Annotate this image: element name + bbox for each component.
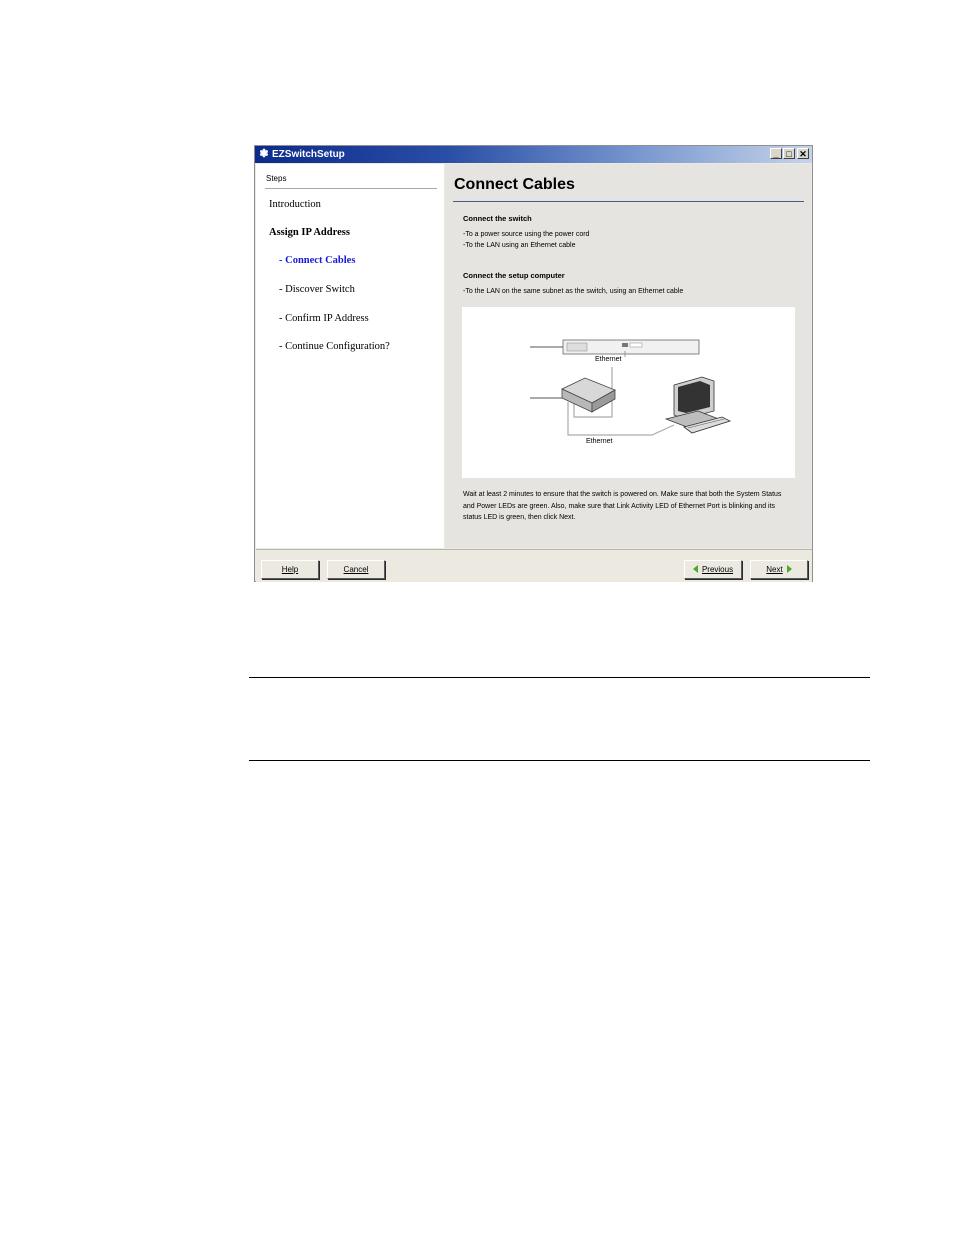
cancel-button[interactable] — [327, 560, 385, 579]
steps-divider — [265, 188, 437, 189]
step-connect-cables[interactable]: - Connect Cables — [279, 255, 356, 266]
cabling-diagram-graphic — [462, 307, 795, 478]
connect-switch-line: -To a power source using the power cord — [463, 231, 590, 238]
steps-heading: Steps — [266, 174, 287, 183]
connect-computer-heading: Connect the setup computer — [463, 271, 565, 280]
connect-computer-line: -To the LAN on the same subnet as the switch, using an Ethernet cable — [463, 288, 684, 295]
minimize-button[interactable]: _ — [770, 148, 782, 159]
steps-sidebar — [256, 164, 444, 548]
arrow-right-icon — [787, 565, 792, 573]
cancel-button-label: Cancel — [343, 565, 369, 574]
window-title: EZSwitchSetup — [272, 149, 345, 160]
page-title: Connect Cables — [454, 176, 575, 193]
close-button[interactable]: ✕ — [797, 148, 809, 159]
step-discover-switch[interactable]: - Discover Switch — [279, 284, 355, 295]
cabling-diagram — [462, 307, 795, 478]
ethernet-label-bottom: Ethernet — [586, 438, 613, 445]
next-button[interactable] — [750, 560, 808, 579]
next-button-label: Next — [766, 565, 783, 574]
ezswitchsetup-window — [254, 145, 813, 582]
content-panel — [445, 164, 811, 548]
step-assign-ip-address[interactable]: Assign IP Address — [269, 227, 350, 238]
connect-switch-line: -To the LAN using an Ethernet cable — [463, 242, 576, 249]
step-introduction[interactable]: Introduction — [269, 199, 321, 210]
ethernet-label-top: Ethernet — [595, 356, 622, 363]
title-bar[interactable] — [255, 146, 812, 163]
maximize-button[interactable]: □ — [783, 148, 795, 159]
page-rule-top — [249, 677, 870, 678]
previous-button[interactable] — [684, 560, 742, 579]
title-divider — [453, 201, 804, 202]
instruction-note: Wait at least 2 minutes to ensure that the switch is powered on. Make sure that both the System Status and Power LEDs are green. Also, make sure that Link Activity LED of Ethernet Port is blinking and its status LED is green, then click Next. — [463, 491, 782, 521]
step-confirm-ip-address[interactable]: - Confirm IP Address — [279, 313, 369, 324]
arrow-left-icon — [693, 565, 698, 573]
page-rule-bottom — [249, 760, 870, 761]
app-icon: ❃ — [259, 148, 269, 160]
connect-switch-heading: Connect the switch — [463, 214, 532, 223]
button-bar — [256, 549, 812, 582]
step-continue-configuration[interactable]: - Continue Configuration? — [279, 341, 390, 352]
help-button-label: Help — [281, 565, 299, 574]
help-button[interactable] — [261, 560, 319, 579]
previous-button-label: Previous — [701, 565, 734, 574]
